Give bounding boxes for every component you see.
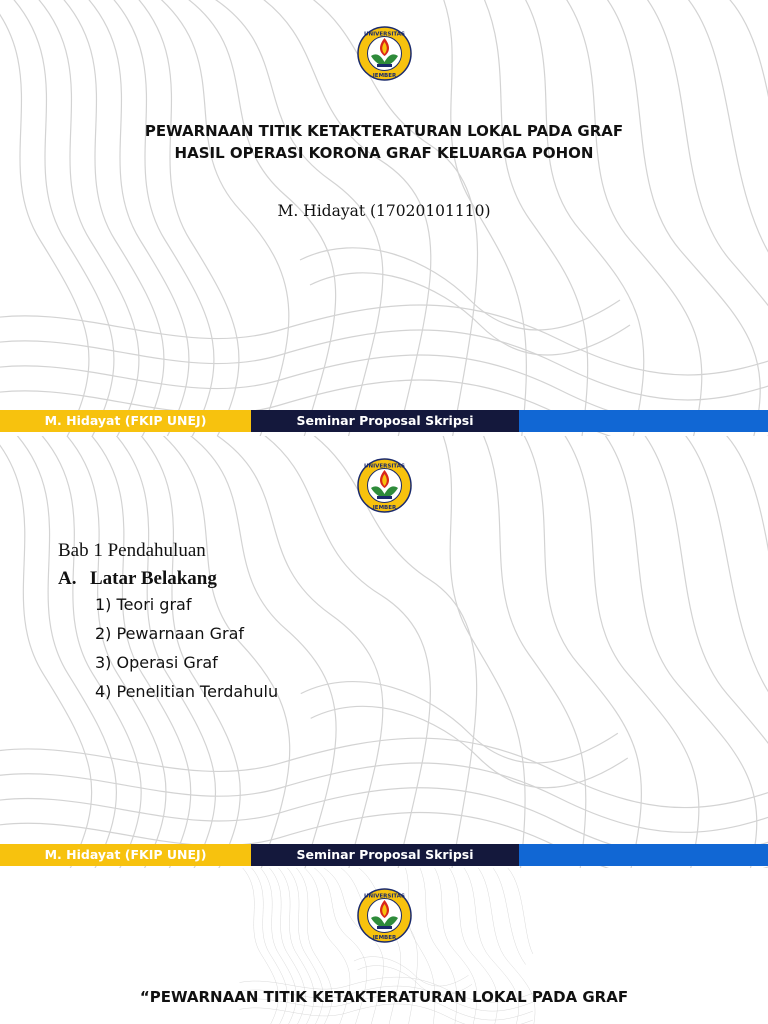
list-item: 1) Teori graf <box>95 595 192 614</box>
slide-title-line-1: PEWARNAAN TITIK KETAKTERATURAN LOKAL PADA GRAF <box>144 122 624 140</box>
footer-author-label: M. Hidayat (FKIP UNEJ) <box>0 844 251 866</box>
footer-event-label: Seminar Proposal Skripsi <box>251 410 519 432</box>
list-item: 3) Operasi Graf <box>95 653 218 672</box>
list-item: 2) Pewarnaan Graf <box>95 624 245 643</box>
university-of-jember-emblem-icon <box>357 888 412 943</box>
footer-accent-bar <box>519 410 768 432</box>
section-number: A. <box>58 568 77 589</box>
section-title: Latar Belakang <box>90 568 217 589</box>
slide-title-line-2: HASIL OPERASI KORONA GRAF KELUARGA POHON <box>174 144 594 162</box>
slide-footer <box>0 410 768 432</box>
slide-footer <box>0 844 768 866</box>
university-of-jember-emblem-icon <box>357 26 412 81</box>
footer-accent-bar <box>519 844 768 866</box>
author-name: M. Hidayat (17020101110) <box>277 202 491 220</box>
footer-event-label: Seminar Proposal Skripsi <box>251 844 519 866</box>
section-heading <box>58 568 217 590</box>
footer-author-label: M. Hidayat (FKIP UNEJ) <box>0 410 251 432</box>
outline-slide <box>0 436 768 868</box>
list-item: 4) Penelitian Terdahulu <box>95 682 279 701</box>
title-slide <box>0 0 768 436</box>
partial-slide <box>0 868 768 1024</box>
topic-list <box>95 594 278 710</box>
university-of-jember-emblem-icon <box>357 458 412 513</box>
partial-slide-title: “PEWARNAAN TITIK KETAKTERATURAN LOKAL PADA GRAF <box>139 988 629 1006</box>
chapter-heading: Bab 1 Pendahuluan <box>58 540 206 561</box>
